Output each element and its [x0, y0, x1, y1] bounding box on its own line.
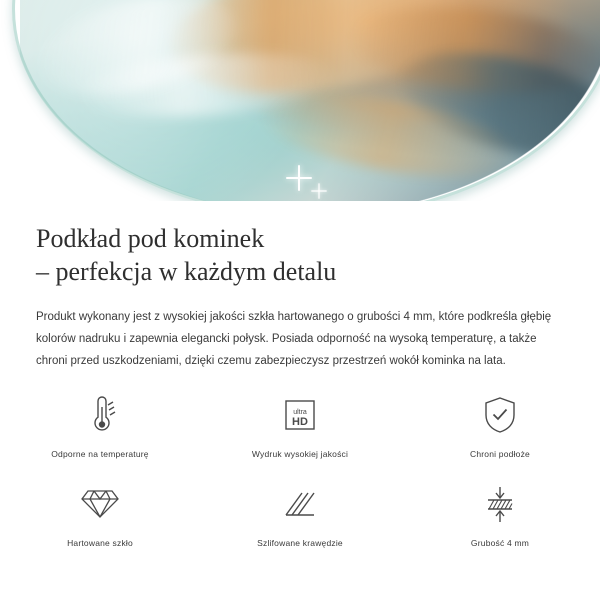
- hero-product-image: [0, 0, 600, 215]
- thickness-icon: [480, 481, 520, 527]
- description-paragraph: Produkt wykonany jest z wysokiej jakości szkła hartowanego o grubości 4 mm, które podkreśla głębię kolorów nadruku i zapewnia elegancki połysk. Posiada odporność na wysoką temperaturę, a także chroni przed uszkodzeniami, dzięki czemu zabezpieczysz przestrzeń wokół kominka na lata.: [36, 311, 552, 367]
- feature-thickness: [400, 481, 600, 548]
- svg-text:ultra: ultra: [293, 409, 307, 416]
- feature-row-2: [0, 481, 600, 548]
- headline-line-2: – perfekcja w każdym detalu: [36, 257, 337, 286]
- feature-temperature-resistant: [0, 392, 200, 459]
- feature-tempered-glass: [0, 481, 200, 548]
- glass-panel-mask: [0, 0, 600, 215]
- feature-polished-edges: [200, 481, 400, 548]
- polished-edges-icon: [280, 481, 320, 527]
- feature-label: Szlifowane krawędzie: [257, 538, 343, 548]
- image-left-margin: [0, 0, 20, 215]
- svg-text:HD: HD: [292, 416, 308, 428]
- image-bottom-margin: [0, 201, 600, 215]
- thermometer-icon: [84, 392, 116, 438]
- ultra-hd-icon: [280, 392, 320, 438]
- feature-label: Hartowane szkło: [67, 538, 133, 548]
- feature-label: Odporne na temperaturę: [51, 449, 149, 459]
- page-title: [36, 222, 556, 288]
- feature-list: [0, 392, 600, 548]
- diamond-icon: [80, 481, 120, 527]
- feature-label: Chroni podłoże: [470, 449, 530, 459]
- feature-surface-protection: [400, 392, 600, 459]
- headline-line-1: Podkład pod kominek: [36, 224, 265, 253]
- feature-row-1: [0, 392, 600, 459]
- shield-check-icon: [482, 392, 518, 438]
- description-text-block: [0, 222, 600, 372]
- feature-label: Wydruk wysokiej jakości: [251, 449, 349, 459]
- feature-print-quality: [200, 392, 400, 459]
- feature-label: Grubość 4 mm: [470, 538, 530, 548]
